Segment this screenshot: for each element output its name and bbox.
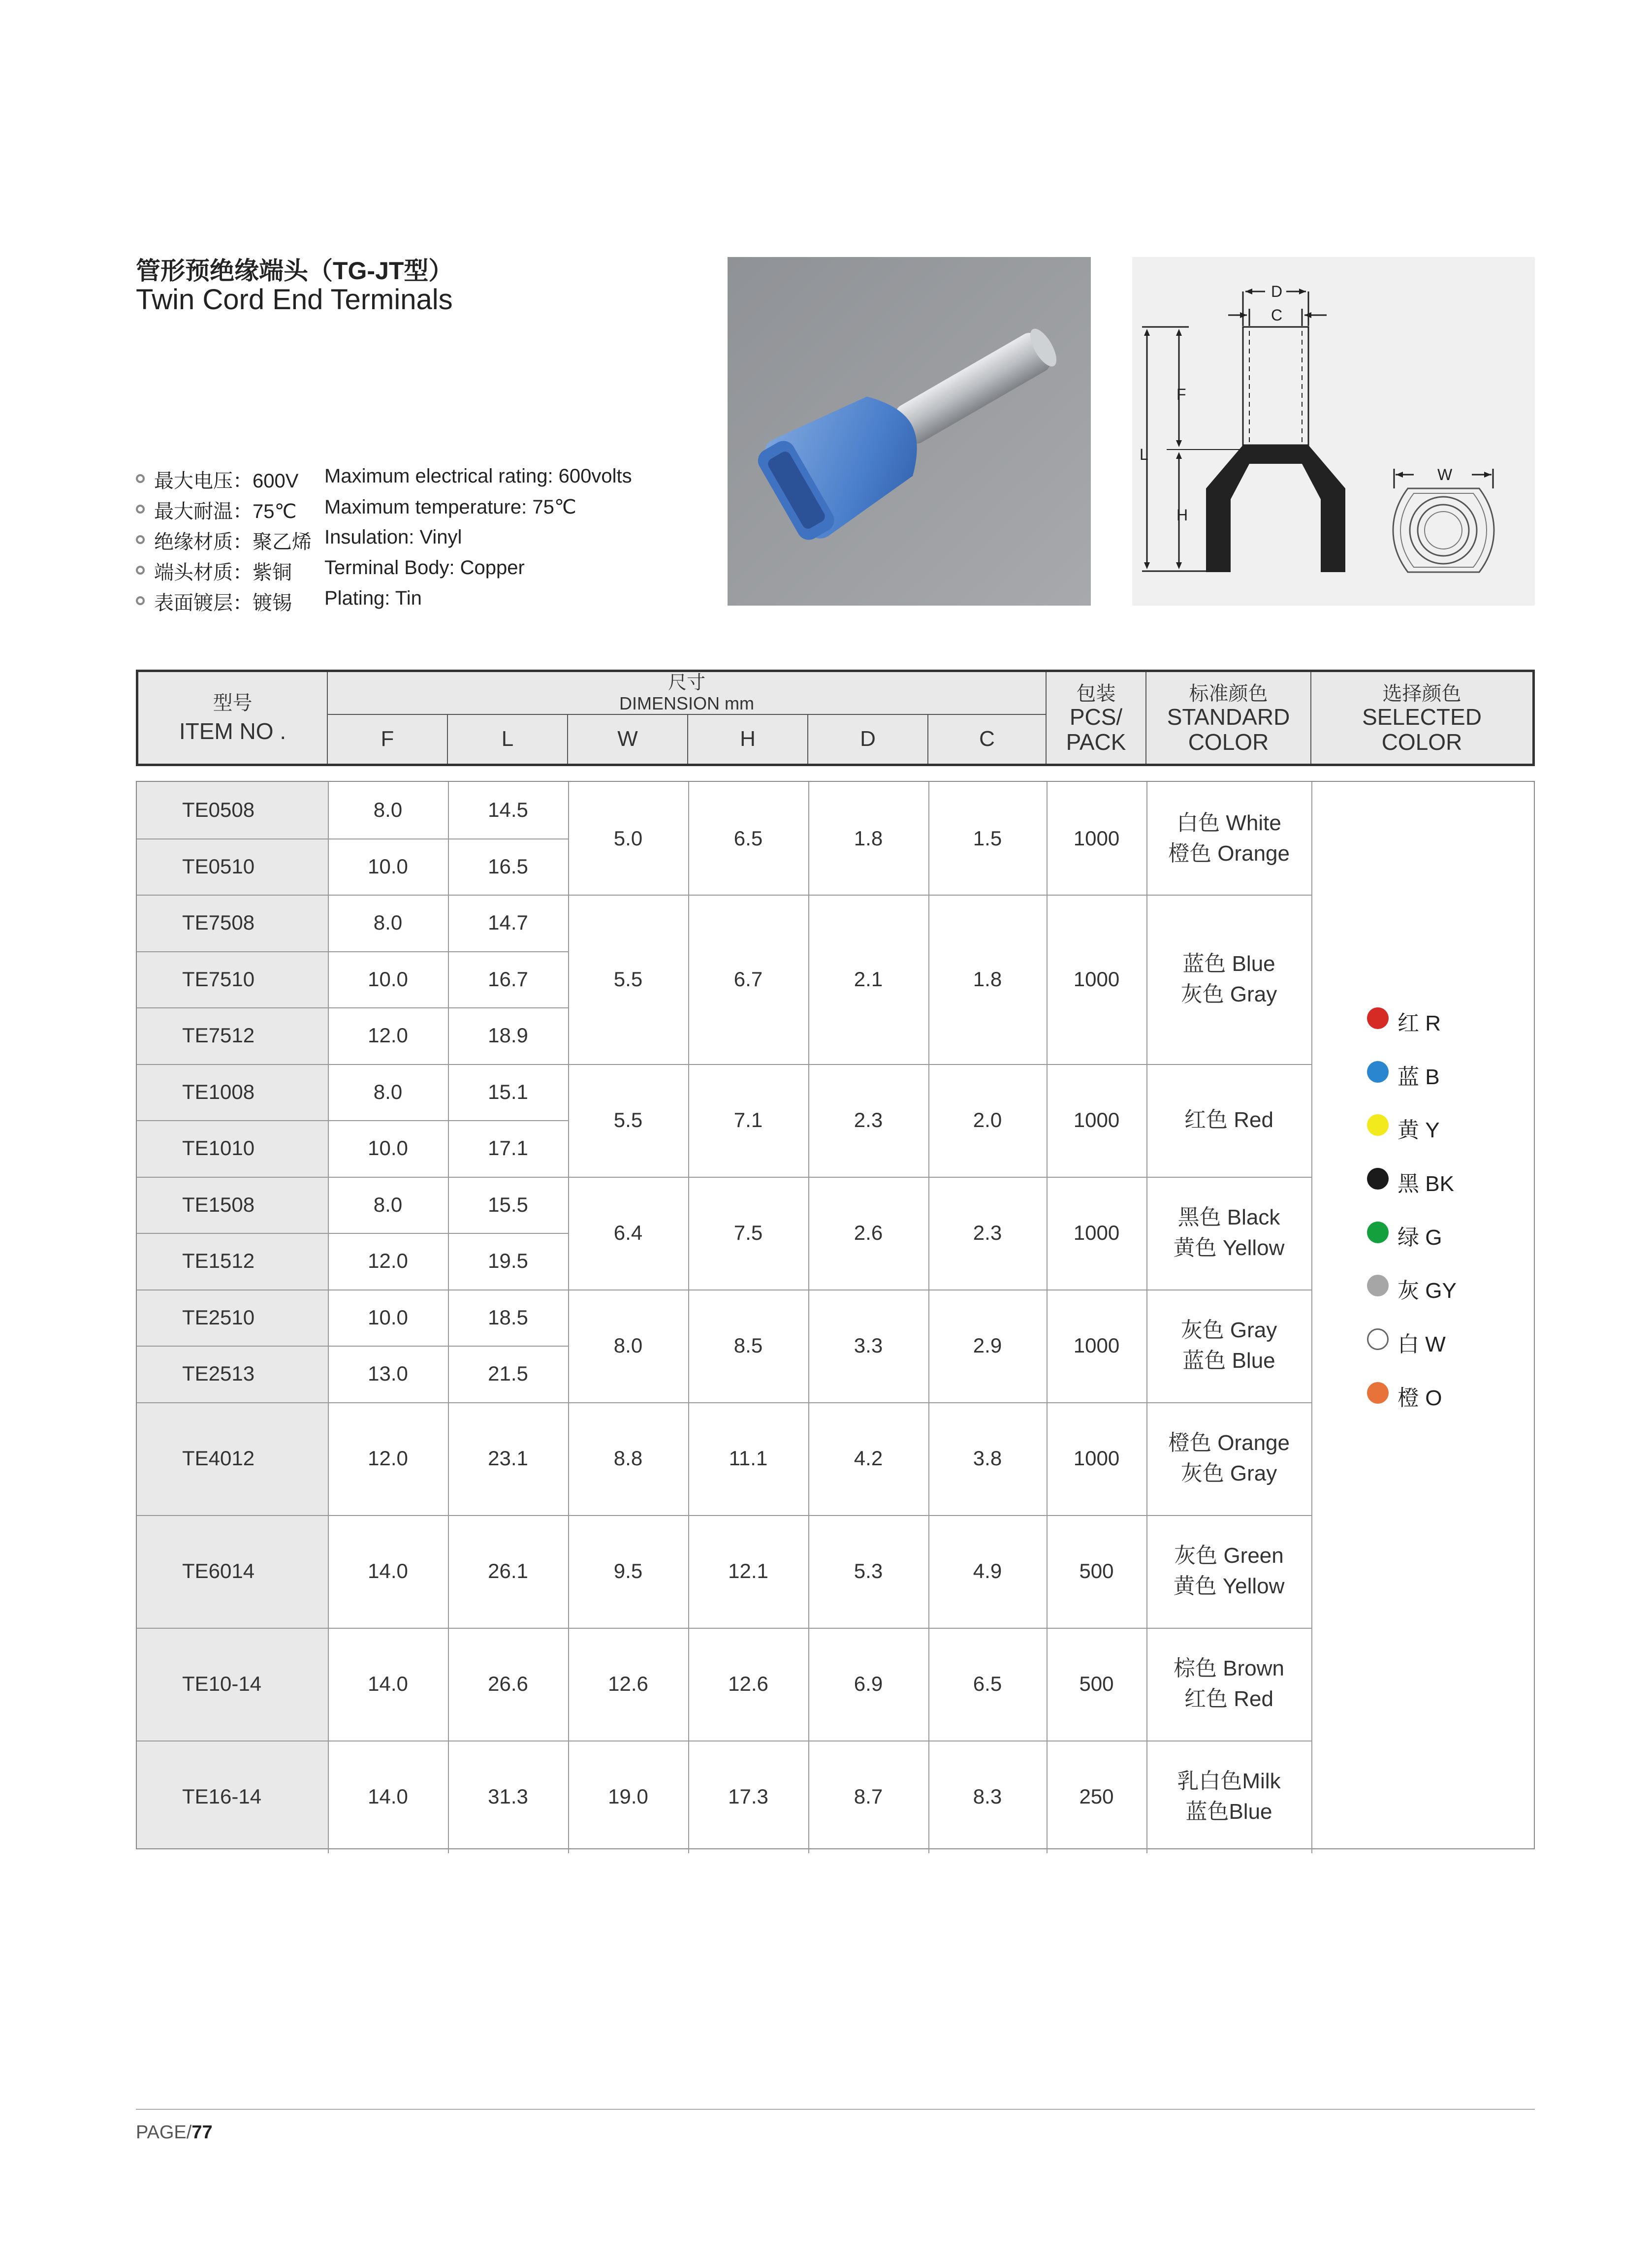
header-col-c: C [979,727,995,751]
selected-color-label: 黄 Y [1398,1118,1440,1143]
dim-h: 7.1 [733,1108,763,1131]
header-col-l: L [501,727,514,751]
standard-color-1: 棕色 Brown [1174,1656,1284,1681]
header-std-en2: COLOR [1188,729,1269,755]
standard-color-2: 红色 Red [1184,1687,1273,1711]
page-number-value: 77 [191,2122,213,2143]
dim-c: 1.5 [973,826,1002,850]
dim-d: 2.1 [854,967,883,991]
dim-h: 6.5 [733,826,763,850]
bullet-icon [136,566,145,575]
standard-color-1: 乳白色Milk [1177,1769,1281,1794]
selected-color-label: 白 W [1398,1332,1446,1357]
header-item-cn: 型号 [213,692,253,714]
item-number: TE1508 [182,1193,255,1216]
dim-l: 31.3 [488,1785,528,1808]
standard-color-1: 橙色 Orange [1168,1431,1290,1455]
standard-color-1: 白色 White [1176,810,1281,835]
standard-color-1: 灰色 Gray [1180,1318,1277,1343]
header-col-d: D [860,727,876,751]
table-header [136,670,1535,766]
item-number: TE2510 [182,1305,255,1329]
dim-f: 8.0 [373,911,403,935]
dim-l: 18.5 [488,1305,528,1329]
bullet-icon [136,596,145,605]
dim-h: 7.5 [733,1221,763,1244]
dim-w: 19.0 [608,1785,648,1808]
item-number: TE4012 [182,1447,255,1470]
item-number: TE6014 [182,1559,255,1582]
standard-color [1146,782,1311,895]
dim-l: 15.5 [488,1193,528,1216]
spec-en: Plating: Tin [324,587,422,609]
dim-l: 15.1 [488,1080,528,1103]
item-number: TE7510 [182,967,255,991]
dim-c: 4.9 [973,1559,1002,1582]
color-dot-icon [1367,1328,1389,1350]
header-item [138,682,327,754]
dim-f: 8.0 [373,798,403,822]
dim-h: 17.3 [728,1785,768,1808]
item-number: TE16-14 [182,1785,262,1808]
dim-d: 4.2 [854,1447,883,1470]
standard-color-2: 黄色 Yellow [1173,1236,1285,1260]
header-pack [1047,679,1145,758]
selected-color-label: 灰 GY [1398,1279,1457,1303]
dim-label-f: F [1176,386,1186,403]
dimension-drawing [1132,257,1535,606]
header-dim-cn: 尺寸 [667,672,705,693]
color-dot-icon [1367,1007,1389,1029]
dim-w: 5.5 [613,967,643,991]
header-pack-en2: PACK [1066,729,1126,755]
dim-f: 8.0 [373,1080,403,1103]
dim-h: 11.1 [729,1447,768,1470]
dim-l: 26.1 [488,1559,528,1582]
dim-w: 9.5 [613,1559,643,1582]
dim-pack: 1000 [1073,1221,1120,1244]
dim-h: 12.1 [728,1559,768,1582]
dim-label-c: C [1271,306,1283,324]
color-dot-icon [1367,1222,1389,1243]
header-sel-en1: SELECTED [1362,704,1482,730]
dim-label-d: D [1271,283,1283,300]
dim-c: 2.0 [973,1108,1002,1131]
column-divider [1311,782,1312,1853]
standard-color-2: 蓝色Blue [1185,1800,1272,1824]
dim-w: 12.6 [608,1672,648,1695]
dim-d: 1.8 [854,826,883,850]
standard-color-1: 灰色 Green [1174,1544,1284,1568]
dim-l: 16.7 [488,967,528,991]
spec-cn: 表面镀层：镀锡 [154,592,292,614]
dim-l: 18.9 [488,1024,528,1047]
dim-pack: 500 [1079,1672,1114,1695]
dim-d: 2.3 [854,1108,883,1131]
dim-l: 23.1 [488,1447,528,1470]
dim-f: 14.0 [368,1559,408,1582]
header-std-cn: 标准颜色 [1189,683,1268,705]
color-dot-icon [1367,1061,1389,1083]
dim-w: 6.4 [613,1221,643,1244]
dim-h: 12.6 [728,1672,768,1695]
dim-w: 5.0 [613,826,643,850]
bullet-icon [136,474,145,483]
standard-color-1: 黑色 Black [1177,1205,1280,1230]
dim-c: 6.5 [973,1672,1002,1695]
product-photo [728,257,1091,606]
spec-table [136,781,1535,1849]
dim-w: 5.5 [613,1108,643,1131]
selected-color-label: 黑 BK [1398,1172,1454,1196]
standard-color [1146,1290,1311,1402]
dim-w: 8.8 [613,1447,643,1470]
standard-color [1146,1515,1311,1628]
dim-c: 2.9 [973,1334,1002,1357]
bullet-icon [136,535,145,544]
header-col-f: F [381,727,394,751]
standard-color-2: 灰色 Gray [1180,982,1277,1006]
spec-en: Terminal Body: Copper [324,557,525,579]
dim-d: 2.6 [854,1221,883,1244]
standard-color [1146,1741,1311,1853]
header-item-en: ITEM NO . [179,718,286,744]
dim-pack: 500 [1079,1559,1114,1582]
spec-cn: 端头材质：紫铜 [154,562,292,583]
item-number: TE1008 [182,1080,255,1103]
page-title-en: Twin Cord End Terminals [136,284,453,316]
dim-l: 14.5 [488,798,528,822]
dim-pack: 250 [1079,1785,1114,1808]
standard-color [1146,1177,1311,1290]
standard-color [1146,895,1311,1064]
dim-f: 10.0 [368,967,408,991]
dim-f: 10.0 [368,1305,408,1329]
dim-h: 6.7 [733,967,763,991]
standard-color-2: 黄色 Yellow [1173,1574,1285,1598]
dim-l: 26.6 [488,1672,528,1695]
dim-f: 10.0 [368,1136,408,1160]
dim-c: 8.3 [973,1785,1002,1808]
selected-color-label: 红 R [1398,1011,1441,1035]
header-col-h: H [740,727,756,751]
standard-color-2: 橙色 Orange [1168,841,1290,866]
standard-color [1146,1628,1311,1741]
dim-pack: 1000 [1073,967,1120,991]
header-dimension [328,672,1046,714]
spec-en: Maximum temperature: 75℃ [324,496,576,518]
dim-d: 8.7 [854,1785,883,1808]
item-number: TE0510 [182,854,255,878]
item-number: TE7508 [182,911,255,935]
dim-f: 10.0 [368,854,408,878]
spec-en: Maximum electrical rating: 600volts [324,465,632,487]
dim-c: 2.3 [973,1221,1002,1244]
spec-cn: 最大电压：600V [154,470,299,492]
dim-label-h: H [1176,506,1188,524]
dim-l: 21.5 [488,1362,528,1386]
dim-f: 12.0 [368,1024,408,1047]
dim-pack: 1000 [1073,1334,1120,1357]
dim-c: 3.8 [973,1447,1002,1470]
page-title-cn: 管形预绝缘端头（TG-JT型） [136,257,453,285]
item-number: TE7512 [182,1024,255,1047]
header-pack-cn: 包装 [1076,683,1116,705]
dim-d: 5.3 [854,1559,883,1582]
header-sel-cn: 选择颜色 [1382,683,1461,705]
selected-color-label: 蓝 B [1398,1064,1440,1089]
color-dot-icon [1367,1168,1389,1190]
dim-f: 14.0 [368,1785,408,1808]
header-col-w: W [617,727,638,751]
standard-color-1: 蓝色 Blue [1182,952,1275,976]
dim-f: 8.0 [373,1193,403,1216]
footer-divider [136,2109,1535,2110]
standard-color [1146,1064,1311,1177]
dim-l: 17.1 [488,1136,528,1160]
item-number: TE1010 [182,1136,255,1160]
dim-w: 8.0 [613,1334,643,1357]
dim-label-l: L [1140,446,1148,463]
header-selected-color [1311,679,1532,758]
header-pack-en1: PCS/ [1069,704,1123,730]
header-standard-color [1146,679,1310,758]
standard-color-1: 红色 Red [1184,1108,1273,1132]
item-number: TE2513 [182,1362,255,1386]
standard-color [1146,1402,1311,1515]
header-dim-en: DIMENSION mm [619,693,754,713]
dim-l: 19.5 [488,1249,528,1273]
item-number: TE0508 [182,798,255,822]
dim-h: 8.5 [733,1334,763,1357]
dim-f: 14.0 [368,1672,408,1695]
spec-cn: 最大耐温：75℃ [154,501,297,522]
dim-pack: 1000 [1073,826,1120,850]
dim-label-w: W [1437,466,1453,484]
selected-color-label: 绿 G [1398,1225,1442,1250]
page-number [136,2122,213,2143]
bullet-icon [136,505,145,514]
page-prefix: PAGE/ [136,2122,192,2143]
standard-color-2: 灰色 Gray [1180,1461,1277,1485]
dim-f: 12.0 [368,1447,408,1470]
color-dot-icon [1367,1382,1389,1404]
dim-d: 3.3 [854,1334,883,1357]
dim-l: 14.7 [488,911,528,935]
standard-color-2: 蓝色 Blue [1182,1349,1275,1373]
dim-f: 13.0 [368,1362,408,1386]
dim-l: 16.5 [488,854,528,878]
item-number: TE1512 [182,1249,255,1273]
selected-color-label: 橙 O [1398,1386,1442,1410]
dim-d: 6.9 [854,1672,883,1695]
dim-c: 1.8 [973,967,1002,991]
dim-f: 12.0 [368,1249,408,1273]
spec-cn: 绝缘材质：聚乙烯 [154,531,312,553]
dim-pack: 1000 [1073,1447,1120,1470]
dim-pack: 1000 [1073,1108,1120,1131]
header-std-en1: STANDARD [1167,704,1290,730]
spec-en: Insulation: Vinyl [324,526,462,548]
item-number: TE10-14 [182,1672,262,1695]
header-sel-en2: COLOR [1381,729,1462,755]
